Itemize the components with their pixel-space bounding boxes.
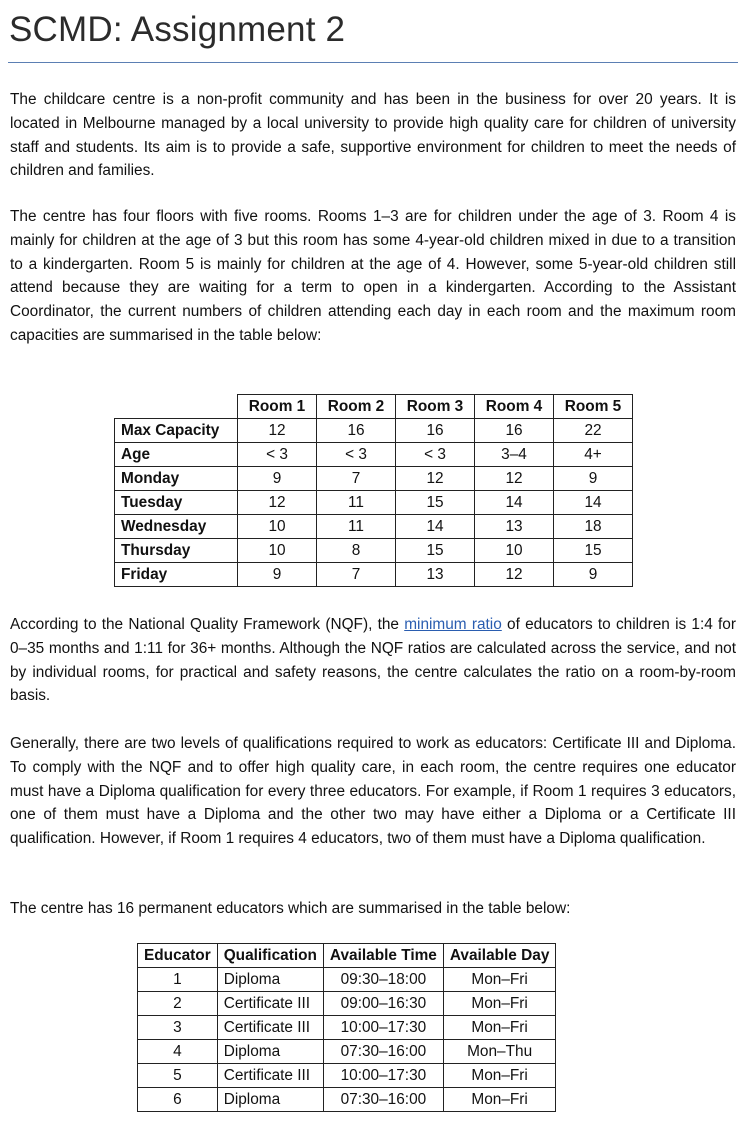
room-cell: 9: [238, 467, 317, 491]
room-cell: 15: [396, 539, 475, 563]
educator-cell: Certificate III: [217, 1064, 323, 1088]
educator-cell: Certificate III: [217, 1016, 323, 1040]
room-row-label: Max Capacity: [115, 419, 238, 443]
room-cell: 16: [396, 419, 475, 443]
educator-cell: 1: [138, 968, 218, 992]
room-cell: 13: [475, 515, 554, 539]
room-cell: 7: [317, 563, 396, 587]
educator-cell: 4: [138, 1040, 218, 1064]
room-table-corner: [115, 395, 238, 419]
nqf-text-after: of educators to children is 1:4 for 0–35 months and 1:11 for 36+ months. Although the NQF ratios are calculated across the service, and not by individual rooms, for practical and safety reasons, the centre calculates the ratio on a room-by-room basis.: [10, 616, 736, 705]
room-table-header-row: [115, 395, 633, 419]
educator-cell: 3: [138, 1016, 218, 1040]
room-cell: 9: [238, 563, 317, 587]
room-table-row: [115, 563, 633, 587]
educator-header: Available Day: [443, 944, 556, 968]
educator-table-header-row: [138, 944, 556, 968]
qualifications-paragraph: Generally, there are two levels of qualifications required to work as educators: Certificate III and Diploma. To comply with the NQF and to offer high quality care, in each room, the centre requires one educator must have a Diploma qualification for every three educators. For example, if Room 1 requires 3 educators, one of them must have a Diploma and the other two may have either a Diploma or a Certificate III qualification. However, if Room 1 requires 4 educators, two of them must have a Diploma qualification.: [10, 735, 736, 848]
educator-table: [137, 943, 556, 1112]
nqf-paragraph: [10, 613, 736, 708]
room-table-row: [115, 443, 633, 467]
room-cell: 22: [554, 419, 633, 443]
room-cell: < 3: [238, 443, 317, 467]
educator-cell: Mon–Fri: [443, 1016, 556, 1040]
room-cell: 11: [317, 491, 396, 515]
title-divider: [8, 62, 738, 63]
nqf-text-before: According to the National Quality Framework (NQF), the: [10, 616, 405, 633]
educator-table-row: [138, 1040, 556, 1064]
educator-cell: Mon–Fri: [443, 1064, 556, 1088]
educator-table-row: [138, 992, 556, 1016]
room-cell: 12: [475, 563, 554, 587]
room-row-label: Friday: [115, 563, 238, 587]
minimum-ratio-link[interactable]: minimum ratio: [404, 616, 502, 633]
room-header: Room 3: [396, 395, 475, 419]
intro-paragraph: The childcare centre is a non-profit community and has been in the business for over 20 years. It is located in Melbourne managed by a local university to provide high quality care for children of university staff and students. Its aim is to provide a safe, supportive environment for children to meet the needs of children and families.: [10, 91, 736, 180]
room-cell: 9: [554, 467, 633, 491]
room-cell: 18: [554, 515, 633, 539]
educator-cell: 5: [138, 1064, 218, 1088]
educator-cell: Mon–Fri: [443, 968, 556, 992]
educator-cell: Diploma: [217, 1040, 323, 1064]
rooms-paragraph: The centre has four floors with five rooms. Rooms 1–3 are for children under the age of 3. Room 4 is mainly for children at the age of 3 but this room has some 4-year-old children mixed in due to a transition to a kindergarten. Room 5 is mainly for children at the age of 4. However, some 5-year-old children still attend because they are waiting for a term to open in a kindergarten. According to the Assistant Coordinator, the current numbers of children attending each day in each room and the maximum room capacities are summarised in the table below:: [10, 208, 736, 344]
educator-header: Educator: [138, 944, 218, 968]
room-attendance-table: [114, 394, 633, 587]
educator-header: Available Time: [323, 944, 443, 968]
room-cell: < 3: [396, 443, 475, 467]
educator-cell: 2: [138, 992, 218, 1016]
room-row-label: Tuesday: [115, 491, 238, 515]
educator-header: Qualification: [217, 944, 323, 968]
room-table-row: [115, 491, 633, 515]
room-cell: 16: [475, 419, 554, 443]
educator-table-row: [138, 1064, 556, 1088]
educator-cell: 07:30–16:00: [323, 1088, 443, 1112]
room-header: Room 5: [554, 395, 633, 419]
room-cell: 12: [396, 467, 475, 491]
room-cell: 10: [238, 515, 317, 539]
room-table-row: [115, 419, 633, 443]
educator-cell: 10:00–17:30: [323, 1016, 443, 1040]
room-cell: 8: [317, 539, 396, 563]
room-cell: 10: [475, 539, 554, 563]
room-row-label: Wednesday: [115, 515, 238, 539]
room-cell: 12: [238, 491, 317, 515]
room-cell: 12: [238, 419, 317, 443]
educator-cell: Mon–Thu: [443, 1040, 556, 1064]
educator-table-row: [138, 968, 556, 992]
room-cell: 4+: [554, 443, 633, 467]
room-cell: 9: [554, 563, 633, 587]
educator-cell: 09:00–16:30: [323, 992, 443, 1016]
educator-cell: Mon–Fri: [443, 992, 556, 1016]
educator-table-row: [138, 1088, 556, 1112]
room-table-row: [115, 515, 633, 539]
educator-cell: Certificate III: [217, 992, 323, 1016]
educator-cell: Diploma: [217, 968, 323, 992]
room-table-row: [115, 539, 633, 563]
educator-cell: Diploma: [217, 1088, 323, 1112]
educator-cell: 09:30–18:00: [323, 968, 443, 992]
educator-cell: 6: [138, 1088, 218, 1112]
room-header: Room 2: [317, 395, 396, 419]
room-cell: 11: [317, 515, 396, 539]
educators-intro-paragraph: The centre has 16 permanent educators which are summarised in the table below:: [10, 900, 571, 917]
room-cell: 15: [554, 539, 633, 563]
room-cell: 14: [396, 515, 475, 539]
room-header: Room 1: [238, 395, 317, 419]
room-row-label: Monday: [115, 467, 238, 491]
room-cell: 3–4: [475, 443, 554, 467]
page-title: SCMD: Assignment 2: [9, 10, 346, 49]
educator-table-row: [138, 1016, 556, 1040]
room-header: Room 4: [475, 395, 554, 419]
room-row-label: Age: [115, 443, 238, 467]
room-row-label: Thursday: [115, 539, 238, 563]
room-cell: 13: [396, 563, 475, 587]
room-cell: 7: [317, 467, 396, 491]
room-cell: 16: [317, 419, 396, 443]
room-cell: 14: [475, 491, 554, 515]
room-cell: 12: [475, 467, 554, 491]
room-table-row: [115, 467, 633, 491]
room-cell: 14: [554, 491, 633, 515]
educator-cell: Mon–Fri: [443, 1088, 556, 1112]
room-cell: 15: [396, 491, 475, 515]
educator-cell: 10:00–17:30: [323, 1064, 443, 1088]
educator-cell: 07:30–16:00: [323, 1040, 443, 1064]
room-cell: 10: [238, 539, 317, 563]
room-cell: < 3: [317, 443, 396, 467]
